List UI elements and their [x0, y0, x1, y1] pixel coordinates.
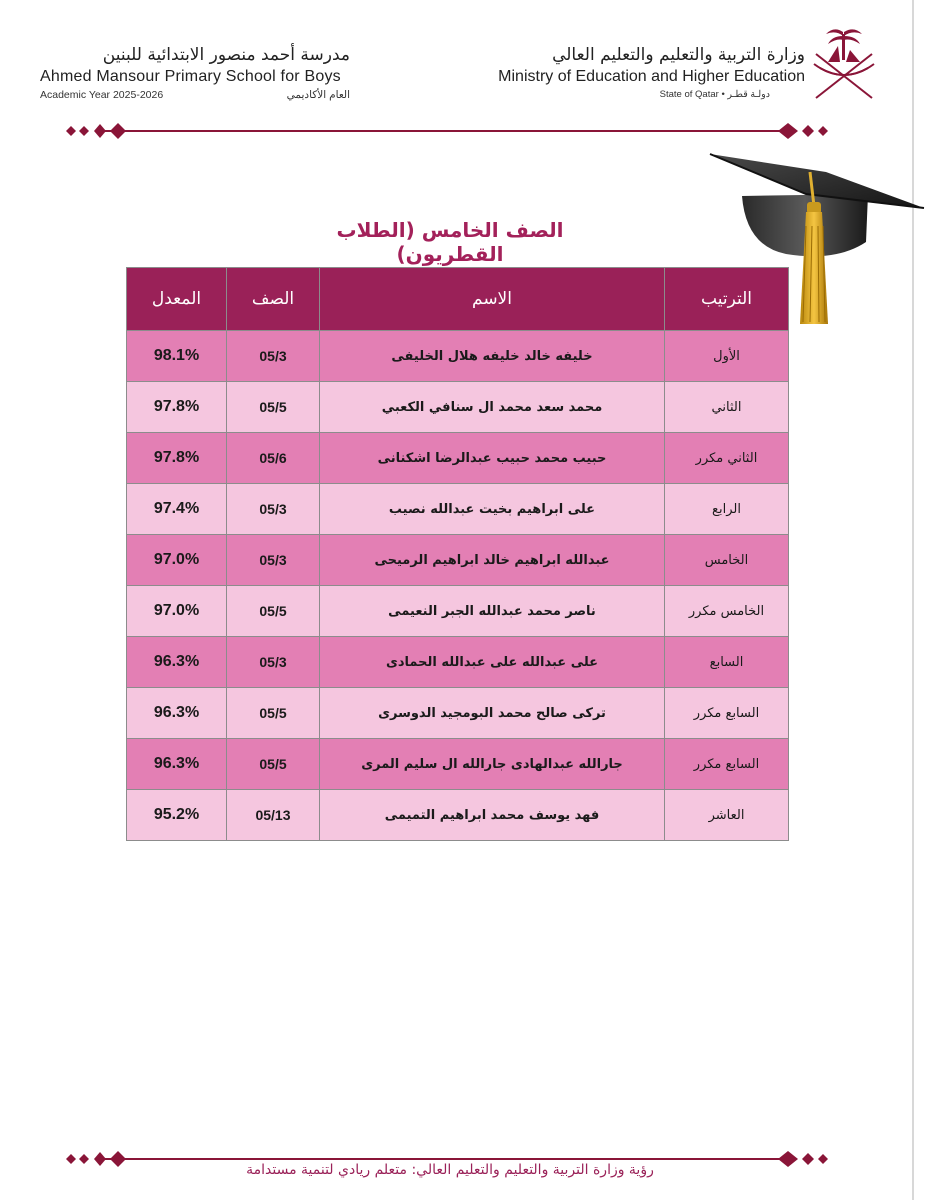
header-divider: [66, 123, 846, 139]
academic-year: [40, 89, 350, 101]
page-title: الصف الخامس (الطلاب القطريون): [336, 218, 564, 266]
average-cell: 97.0%: [127, 535, 227, 586]
name-cell: خليفه خالد خليفه هلال الخليفى: [320, 331, 665, 382]
school-name-ar: مدرسة أحمد منصور الابتدائية للبنين: [102, 45, 350, 65]
average-cell: 96.3%: [127, 688, 227, 739]
average-cell: 95.2%: [127, 790, 227, 841]
rank-cell: الرابع: [665, 484, 789, 535]
name-cell: عبدالله ابراهيم خالد ابراهيم الرميحى: [320, 535, 665, 586]
rank-cell: الثاني: [665, 382, 789, 433]
header-class: الصف: [227, 268, 320, 331]
average-cell: 97.4%: [127, 484, 227, 535]
ministry-info: [490, 44, 810, 100]
class-cell: 05/3: [227, 484, 320, 535]
class-cell: 05/3: [227, 637, 320, 688]
table-row: [127, 790, 789, 841]
class-cell: 05/3: [227, 331, 320, 382]
rank-cell: الأول: [665, 331, 789, 382]
table-row: [127, 382, 789, 433]
class-cell: 05/5: [227, 382, 320, 433]
rank-cell: الخامس مكرر: [665, 586, 789, 637]
qatar-emblem-icon: [806, 24, 882, 104]
results-table: [126, 267, 789, 841]
average-cell: 96.3%: [127, 739, 227, 790]
class-cell: 05/5: [227, 586, 320, 637]
rank-cell: العاشر: [665, 790, 789, 841]
average-cell: 98.1%: [127, 331, 227, 382]
table-row: [127, 484, 789, 535]
rank-cell: السابع مكرر: [665, 688, 789, 739]
ministry-name-en: Ministry of Education and Higher Education: [498, 68, 805, 85]
table-row: [127, 739, 789, 790]
average-cell: 97.0%: [127, 586, 227, 637]
header-rank: الترتيب: [665, 268, 789, 331]
name-cell: حبيب محمد حبيب عبدالرضا اشكنانى: [320, 433, 665, 484]
academic-year-en: Academic Year 2025-2026: [40, 89, 164, 101]
rank-cell: الخامس: [665, 535, 789, 586]
table-row: [127, 331, 789, 382]
class-cell: 05/13: [227, 790, 320, 841]
header-average: المعدل: [127, 268, 227, 331]
ministry-vision: رؤية وزارة التربية والتعليم والتعليم العالي: متعلم ريادي لتنمية مستدامة: [246, 1162, 654, 1178]
class-cell: 05/5: [227, 688, 320, 739]
class-cell: 05/5: [227, 739, 320, 790]
school-info: [40, 44, 360, 101]
name-cell: ناصر محمد عبدالله الجبر النعيمى: [320, 586, 665, 637]
name-cell: جارالله عبدالهادى جارالله ال سليم المرى: [320, 739, 665, 790]
rank-cell: السابع: [665, 637, 789, 688]
name-cell: على عبدالله على عبدالله الحمادى: [320, 637, 665, 688]
table-row: [127, 433, 789, 484]
table-row: [127, 688, 789, 739]
name-cell: فهد يوسف محمد ابراهيم التميمى: [320, 790, 665, 841]
header-name: الاسم: [320, 268, 665, 331]
name-cell: على ابراهيم بخيت عبدالله نصيب: [320, 484, 665, 535]
class-cell: 05/3: [227, 535, 320, 586]
ministry-name-ar: وزارة التربية والتعليم والتعليم العالي: [552, 45, 805, 65]
school-name-en: Ahmed Mansour Primary School for Boys: [40, 68, 341, 85]
table-row: [127, 637, 789, 688]
name-cell: تركى صالح محمد البومجيد الدوسرى: [320, 688, 665, 739]
average-cell: 96.3%: [127, 637, 227, 688]
name-cell: محمد سعد محمد ال سنافي الكعبي: [320, 382, 665, 433]
rank-cell: الثاني مكرر: [665, 433, 789, 484]
average-cell: 97.8%: [127, 433, 227, 484]
state-of-qatar: State of Qatar • دولـة قطـر: [659, 89, 770, 100]
average-cell: 97.8%: [127, 382, 227, 433]
academic-year-ar: العام الأكاديمي: [286, 89, 350, 101]
table-header-row: [127, 268, 789, 331]
rank-cell: السابع مكرر: [665, 739, 789, 790]
table-row: [127, 586, 789, 637]
class-cell: 05/6: [227, 433, 320, 484]
table-row: [127, 535, 789, 586]
